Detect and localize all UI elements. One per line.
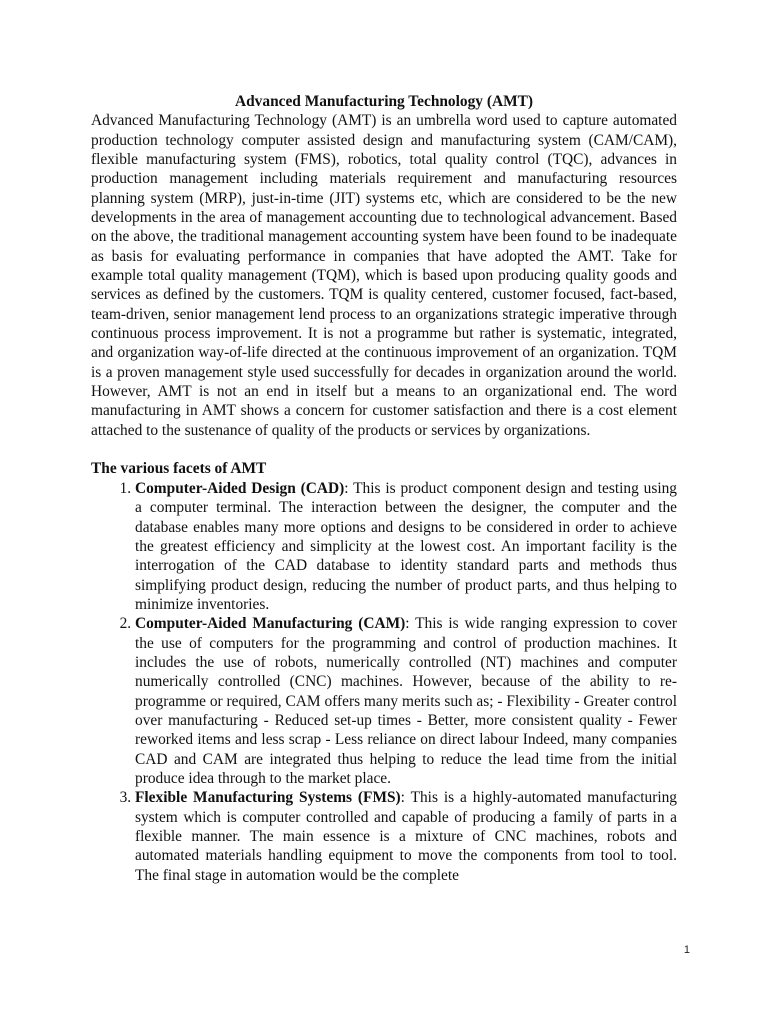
page-number: 1 bbox=[683, 944, 690, 956]
section-heading: The various facets of AMT bbox=[91, 460, 267, 478]
document-title: Advanced Manufacturing Technology (AMT) bbox=[235, 93, 533, 110]
list-item-cad bbox=[135, 479, 677, 614]
facet-text: : This is a highly-automated manufacturing system which is computer controlled and capable of producing a family of parts in a flexible manner. The main essence is a mixture of CNC machines, robots and automated materials handling equipment to move the components from tool to tool. The final stage in automation would be the complete bbox=[135, 789, 677, 884]
facet-term: Flexible Manufacturing Systems (FMS) bbox=[135, 789, 401, 807]
facet-term: Computer-Aided Manufacturing (CAM) bbox=[135, 615, 406, 633]
list-item-fms bbox=[135, 788, 677, 885]
document-page bbox=[91, 92, 677, 885]
facet-text: : This is wide ranging expression to cover the use of computers for the programming and control of production machines. It includes the use of robots, numerically controlled (NT) machines and computer numerically controlled (CNC) machines. However, because of the ability to re-programme or required, CAM offers many merits such as; - Flexibility - Greater control over manufacturing - Reduced set-up times - Better, more consistent quality - Fewer reworked items and less scrap - Less reliance on direct labour Indeed, many companies CAD and CAM are integrated thus helping to reduce the lead time from the initial produce idea through to the market place. bbox=[135, 615, 677, 787]
facets-list bbox=[91, 479, 677, 885]
facet-text: : This is product component design and testing using a computer terminal. The interaction between the designer, the computer and the database enables many more options and designs to be considered in order to achieve the greatest efficiency and simplicity at the lowest cost. An important facility is the interrogation of the CAD database to identity standard parts and methods thus simplifying product design, reducing the number of product parts, and thus helping to minimize inventories. bbox=[135, 479, 677, 613]
facet-term: Computer-Aided Design (CAD) bbox=[135, 479, 345, 497]
intro-paragraph: Advanced Manufacturing Technology (AMT) is an umbrella word used to capture automated production technology computer assisted design and manufacturing system (CAM/CAM), flexible manufacturing system (FMS), robotics, total quality control (TQC), advances in production management including materials requirement and manufacturing resources planning system (MRP), just-in-time (JIT) systems etc, which are considered to be the new developments in the area of management accounting due to technological advancement. Based on the above, the traditional management accounting system have been found to be inadequate as basis for evaluating performance in companies that have adopted the AMT. Take for example total quality management (TQM), which is based upon producing quality goods and services as defined by the customers. TQM is quality centered, customer focused, fact-based, team-driven, senior management lend process to an organizations strategic imperative through continuous process improvement. It is not a programme but rather is systematic, integrated, and organization way-of-life directed at the continuous improvement of an organization. TQM is a proven management style used successfully for decades in organization around the world. However, AMT is not an end in itself but a means to an organizational end. The word manufacturing in AMT shows a concern for customer satisfaction and there is a cost element attached to the sustenance of quality of the products or services by organizations. bbox=[91, 112, 677, 439]
list-item-cam bbox=[135, 614, 677, 788]
